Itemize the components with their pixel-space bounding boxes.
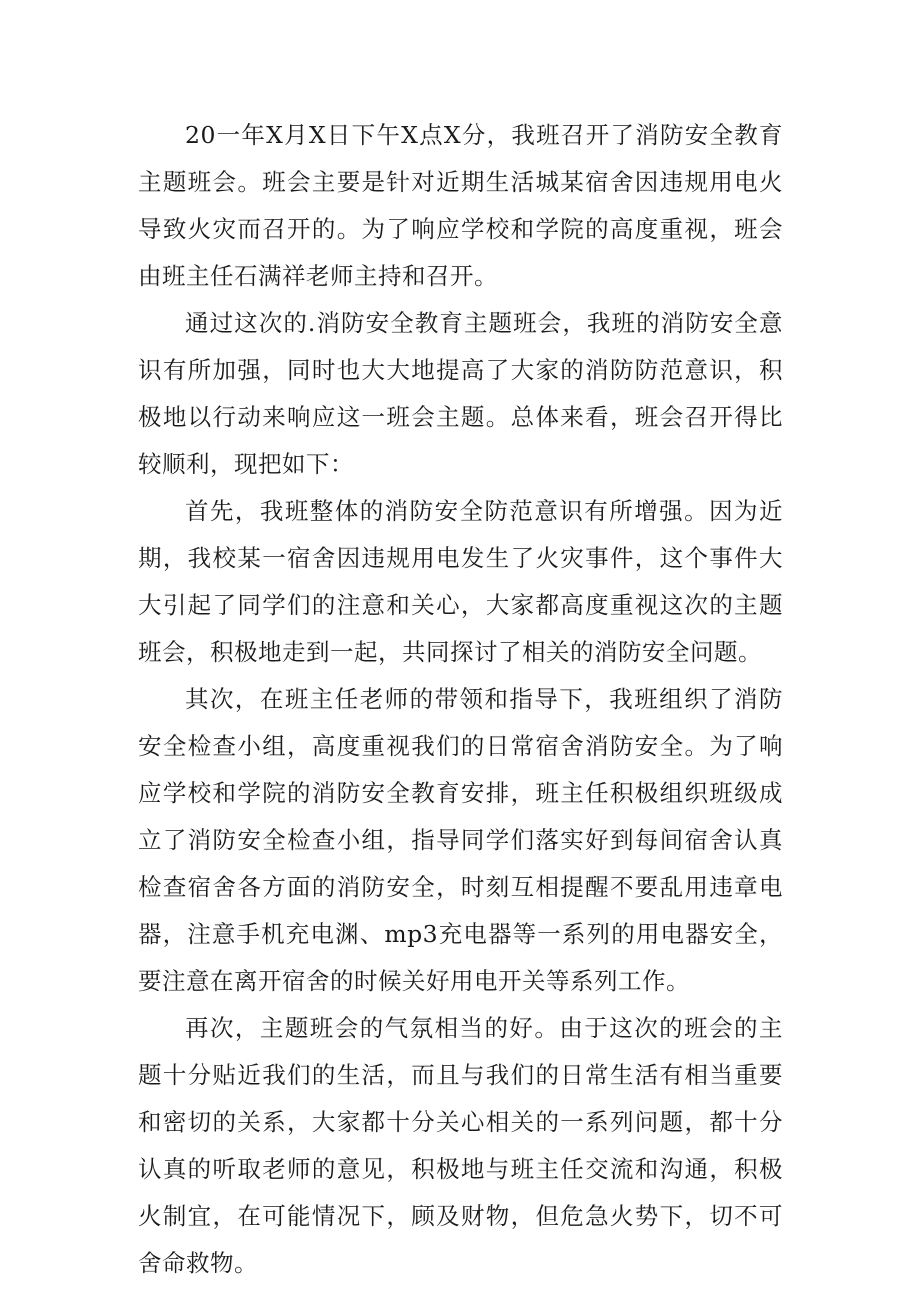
paragraph-second-point: 其次，在班主任老师的带领和指导下，我班组织了消防安全检查小组，高度重视我们的日常宿舍消防安全。为了响应学校和学院的消防安全教育安排，班主任积极组织班级成立了消防安全检查小组，指导同学们落实好到每间宿舍认真检查宿舍各方面的消防安全，时刻互相提醒不要乱用违章电器，注意手机充电渊、mp3充电器等一系列的用电器安全，要注意在离开宿舍的时候关好用电开关等系列工作。 — [138, 685, 783, 995]
document-body — [138, 112, 783, 1287]
paragraph-meeting-intro: 20一年X月X日下午X点X分，我班召开了消防安全教育主题班会。班会主要是针对近期生活城某宿舍因违规用电火导致火灾而召开的。为了响应学校和学院的高度重视，班会由班主任石满祥老师主持和召开。 — [138, 121, 783, 290]
paragraph-first-point: 首先，我班整体的消防安全防范意识有所增强。因为近期，我校某一宿舍因违规用电发生了火灾事件，这个事件大大引起了同学们的注意和关心，大家都高度重视这次的主题班会，积极地走到一起，共同探讨了相关的消防安全问题。 — [138, 497, 783, 666]
paragraph-third-point: 再次，主题班会的气氛相当的好。由于这次的班会的主题十分贴近我们的生活，而且与我们的日常生活有相当重要和密切的关系，大家都十分关心相关的一系列问题，都十分认真的听取老师的意见，积极地与班主任交流和沟通，积极火制宜，在可能情况下，顾及财物，但危急火势下，切不可舍命救物。 — [138, 1014, 783, 1277]
paragraph-meeting-summary: 通过这次的.消防安全教育主题班会，我班的消防安全意识有所加强，同时也大大地提高了大家的消防防范意识，积极地以行动来响应这一班会主题。总体来看，班会召开得比较顺利，现把如下： — [138, 309, 783, 478]
